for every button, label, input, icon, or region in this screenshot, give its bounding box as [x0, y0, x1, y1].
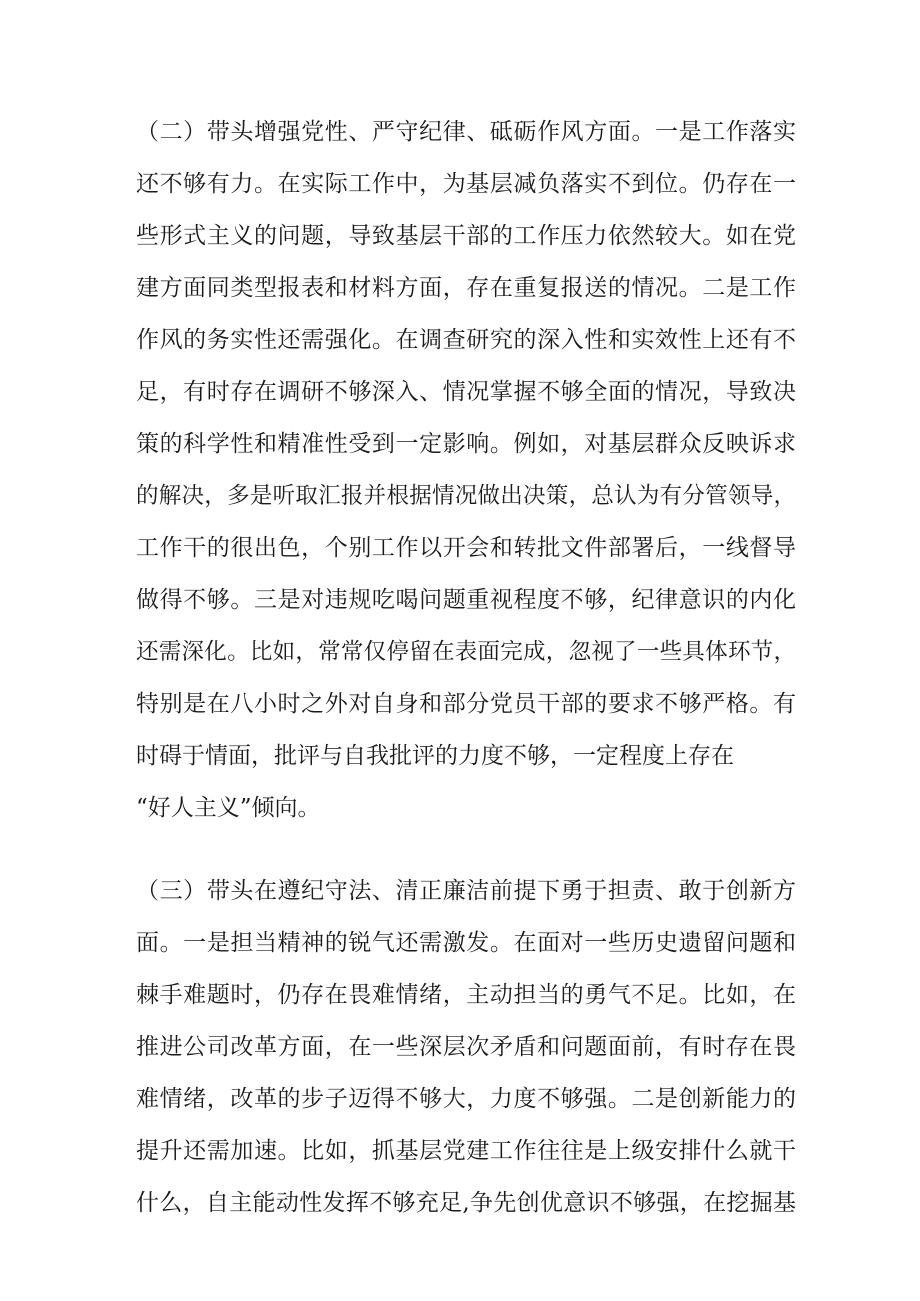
text-line: 建方面同类型报表和材料方面，存在重复报送的情况。二是工作: [136, 275, 796, 301]
text-line: 的解决，多是听取汇报并根据情况做出决策，总认为有分管领导，: [136, 483, 796, 509]
text-line: 推进公司改革方面，在一些深层次矛盾和问题面前，有时存在畏: [136, 1034, 796, 1060]
text-line: 特别是在八小时之外对自身和部分党员干部的要求不够严格。有: [136, 691, 796, 717]
text-line: 工作干的很出色，个别工作以开会和转批文件部署后，一线督导: [136, 535, 796, 561]
text-line: 足，有时存在调研不够深入、情况掌握不够全面的情况，导致决: [136, 379, 796, 405]
text-line: 作风的务实性还需强化。在调查研究的深入性和实效性上还有不: [136, 327, 796, 353]
text-line: （三）带头在遵纪守法、清正廉洁前提下勇于担责、敢于创新方: [136, 878, 796, 904]
text-line: 做得不够。三是对违规吃喝问题重视程度不够，纪律意识的内化: [136, 587, 796, 613]
text-line: 还不够有力。在实际工作中，为基层减负落实不到位。仍存在一: [136, 171, 796, 197]
text-line: “好人主义”倾向。: [136, 795, 321, 821]
text-line: 策的科学性和精准性受到一定影响。例如，对基层群众反映诉求: [136, 431, 796, 457]
text-line: 提升还需加速。比如，抓基层党建工作往往是上级安排什么就干: [136, 1138, 796, 1164]
text-line: 什么，自主能动性发挥不够充足,争先创优意识不够强，在挖掘基: [136, 1190, 796, 1216]
text-line: 棘手难题时，仍存在畏难情绪，主动担当的勇气不足。比如，在: [136, 982, 796, 1008]
text-line: 时碍于情面，批评与自我批评的力度不够，一定程度上存在: [136, 743, 734, 769]
text-line: （二）带头增强党性、严守纪律、砥砺作风方面。一是工作落实: [136, 119, 796, 145]
text-line: 面。一是担当精神的锐气还需激发。在面对一些历史遗留问题和: [136, 930, 796, 956]
text-line: 难情绪，改革的步子迈得不够大，力度不够强。二是创新能力的: [136, 1086, 796, 1112]
text-line: 还需深化。比如，常常仅停留在表面完成，忽视了一些具体环节，: [136, 639, 796, 665]
text-line: 些形式主义的问题，导致基层干部的工作压力依然较大。如在党: [136, 223, 796, 249]
